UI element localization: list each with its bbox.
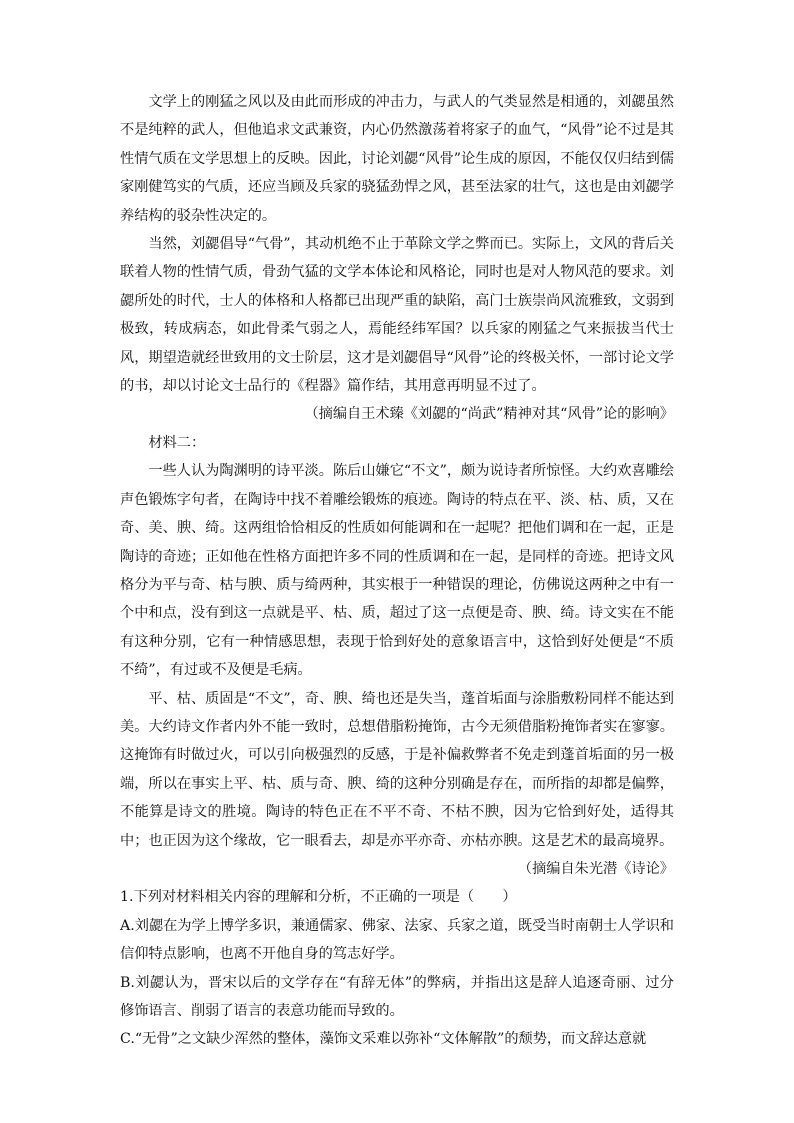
- question-1-option-c: C.“无骨”之文缺少浑然的整体，藻饰文采难以弥补“文体解散”的颓势，而文辞达意就: [120, 1031, 647, 1048]
- material2-paragraph-2: 平、枯、质固是“不文”，奇、腴、绮也还是失当，蓬首垢面与涂脂敷粉同样不能达到美。大约诗文作者内外不能一致时，总想借脂粉掩饰，古今无须借脂粉掩饰者实在寥寥。这掩饰有时做过火，可以引向极强烈的反感，于是补偏救弊者不免走到蓬首垢面的另一极端，所以在事实上平、枯、质与奇、腴、绮的这种分别确是存在，而所指的却都是偏弊，不能算是诗文的胜境。陶诗的特色正在不平不奇、不枯不腴，因为它恰到好处，适得其中；也正因为这个缘故，它一眼看去，却是亦平亦奇、亦枯亦腴。这是艺术的最高境界。: [120, 690, 674, 849]
- question-1-option-b: B.刘勰认为，晋宋以后的文学存在“有辞无体”的弊病，并指出这是辞人追逐奇丽、过分修饰语言、削弱了语言的表意功能而导致的。: [120, 974, 674, 1019]
- material1-paragraph-2: 当然，刘勰倡导“气骨”，其动机绝不止于革除文学之弊而已。实际上，文风的背后关联着人物的性情气质，骨劲气猛的文学本体论和风格论，同时也是对人物风范的要求。刘勰所处的时代，士人的体格和人格都已出现严重的缺陷，高门士族崇尚风流雅致，文弱到极致，转成病态，如此骨柔气弱之人，焉能经纬军国？以兵家的刚猛之气来振拔当代士风，期望造就经世致用的文士阶层，这才是刘勰倡导“风骨”论的终极关怀，一部讨论文学的书，却以讨论文士品行的《程器》篇作结，其用意再明显不过了。: [120, 236, 674, 395]
- material1-paragraph-1: 文学上的刚猛之风以及由此而形成的冲击力，与武人的气类显然是相通的，刘勰虽然不是纯粹的武人，但他追求文武兼资，内心仍然激荡着将家子的血气，“风骨”论不过是其性情气质在文学思想上的反映。因此，讨论刘勰“风骨”论生成的原因，不能仅仅归结到儒家刚健笃实的气质，还应当顾及兵家的骁猛劲悍之风，甚至法家的壮气，这也是由刘勰学养结构的驳杂性决定的。: [120, 94, 674, 224]
- document-page: [120, 88, 674, 1054]
- question-1-stem: 1.下列对材料相关内容的理解和分析，不正确的一项是（ ）: [120, 889, 517, 906]
- material2-heading: 材料二：: [148, 434, 206, 451]
- material1-source: （摘编自王术臻《刘勰的“尚武”精神对其“风骨”论的影响》: [304, 406, 674, 423]
- material2-paragraph-1: 一些人认为陶渊明的诗平淡。陈后山嫌它“不文”，颇为说诗者所惊怪。大约欢喜雕绘声色锻炼字句者，在陶诗中找不着雕绘锻炼的痕迹。陶诗的特点在平、淡、枯、质，又在奇、美、腴、绮。这两组恰恰相反的性质如何能调和在一起呢？把他们调和在一起，正是陶诗的奇迹；正如他在性格方面把许多不同的性质调和在一起，是同样的奇迹。把诗文风格分为平与奇、枯与腴、质与绮两种，其实根于一种错误的理论，仿佛说这两种之中有一个中和点，没有到这一点就是平、枯、质，超过了这一点便是奇、腴、绮。诗文实在不能有这种分别，它有一种情感思想，表现于恰到好处的意象语言中，这恰到好处便是“不质不绮”，有过或不及便是毛病。: [120, 463, 674, 679]
- material2-source: （摘编自朱光潜《诗论》: [517, 860, 674, 877]
- question-1-option-a: A.刘勰在为学上博学多识，兼通儒家、佛家、法家、兵家之道，既受当时南朝士人学识和信仰特点影响，也离不开他自身的笃志好学。: [120, 917, 674, 963]
